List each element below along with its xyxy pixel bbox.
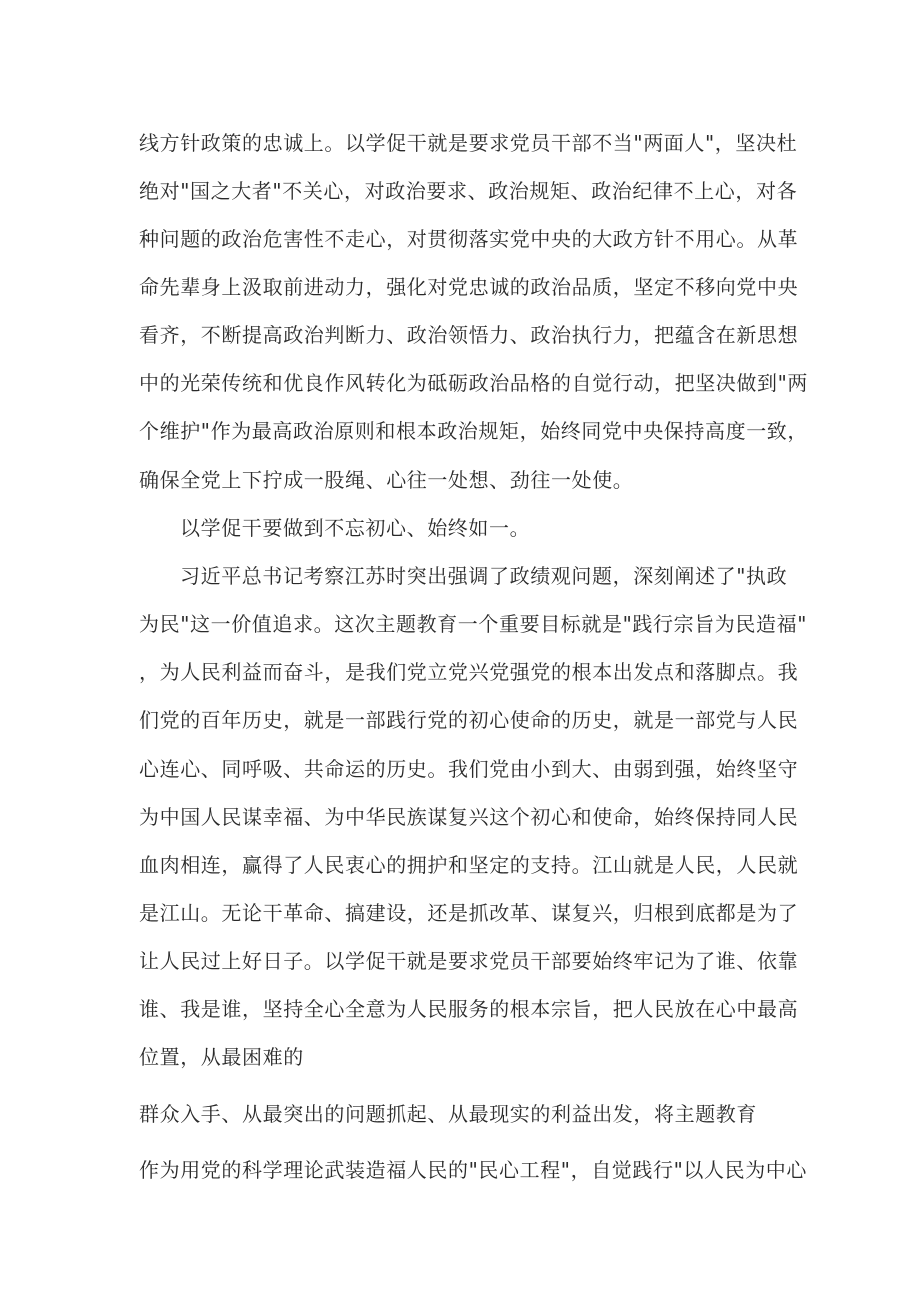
text-line: ，为人民利益而奋斗，是我们党立党兴党强党的根本出发点和落脚点。我 [139, 660, 799, 684]
text-line: 们党的百年历史，就是一部践行党的初心使命的历史，就是一部党与人民 [139, 708, 799, 732]
text-line: 习近平总书记考察江苏时突出强调了政绩观问题，深刻阐述了"执政 [180, 564, 788, 588]
section-heading: 以学促干要做到不忘初心、始终如一。 [180, 516, 531, 540]
text-line: 绝对"国之大者"不关心，对政治要求、政治规矩、政治纪律不上心，对各 [139, 179, 798, 203]
text-line: 作为用党的科学理论武装造福人民的"民心工程"，自觉践行"以人民为中心 [139, 1158, 807, 1182]
text-line: 群众入手、从最突出的问题抓起、从最现实的利益出发，将主题教育 [139, 1102, 757, 1126]
text-line: 确保全党上下拧成一股绳、心往一处想、劲往一处使。 [139, 468, 634, 492]
text-line: 谁、我是谁，坚持全心全意为人民服务的根本宗旨，把人民放在心中最高 [139, 997, 799, 1021]
text-line: 为中国人民谋幸福、为中华民族谋复兴这个初心和使命，始终保持同人民 [139, 805, 799, 829]
text-line: 看齐，不断提高政治判断力、政治领悟力、政治执行力，把蕴含在新思想 [139, 323, 799, 347]
text-line: 中的光荣传统和优良作风转化为砥砺政治品格的自觉行动，把坚决做到"两 [139, 371, 808, 395]
text-line: 个维护"作为最高政治原则和根本政治规矩，始终同党中央保持高度一致， [139, 419, 808, 443]
text-line: 让人民过上好日子。以学促干就是要求党员干部要始终牢记为了谁、依靠 [139, 949, 799, 973]
text-line: 命先辈身上汲取前进动力，强化对党忠诚的政治品质，坚定不移向党中央 [139, 275, 799, 299]
text-line: 线方针政策的忠诚上。以学促干就是要求党员干部不当"两面人"，坚决杜 [139, 131, 798, 155]
text-line: 为民"这一价值追求。这次主题教育一个重要目标就是"践行宗旨为民造福" [139, 612, 807, 636]
text-line: 是江山。无论干革命、搞建设，还是抓改革、谋复兴，归根到底都是为了 [139, 901, 799, 925]
text-line: 心连心、同呼吸、共命运的历史。我们党由小到大、由弱到强，始终坚守 [139, 757, 799, 781]
text-line: 血肉相连，赢得了人民衷心的拥护和坚定的支持。江山就是人民，人民就 [139, 853, 799, 877]
text-line: 种问题的政治危害性不走心，对贯彻落实党中央的大政方针不用心。从革 [139, 227, 799, 251]
text-line: 位置，从最困难的 [139, 1045, 304, 1069]
